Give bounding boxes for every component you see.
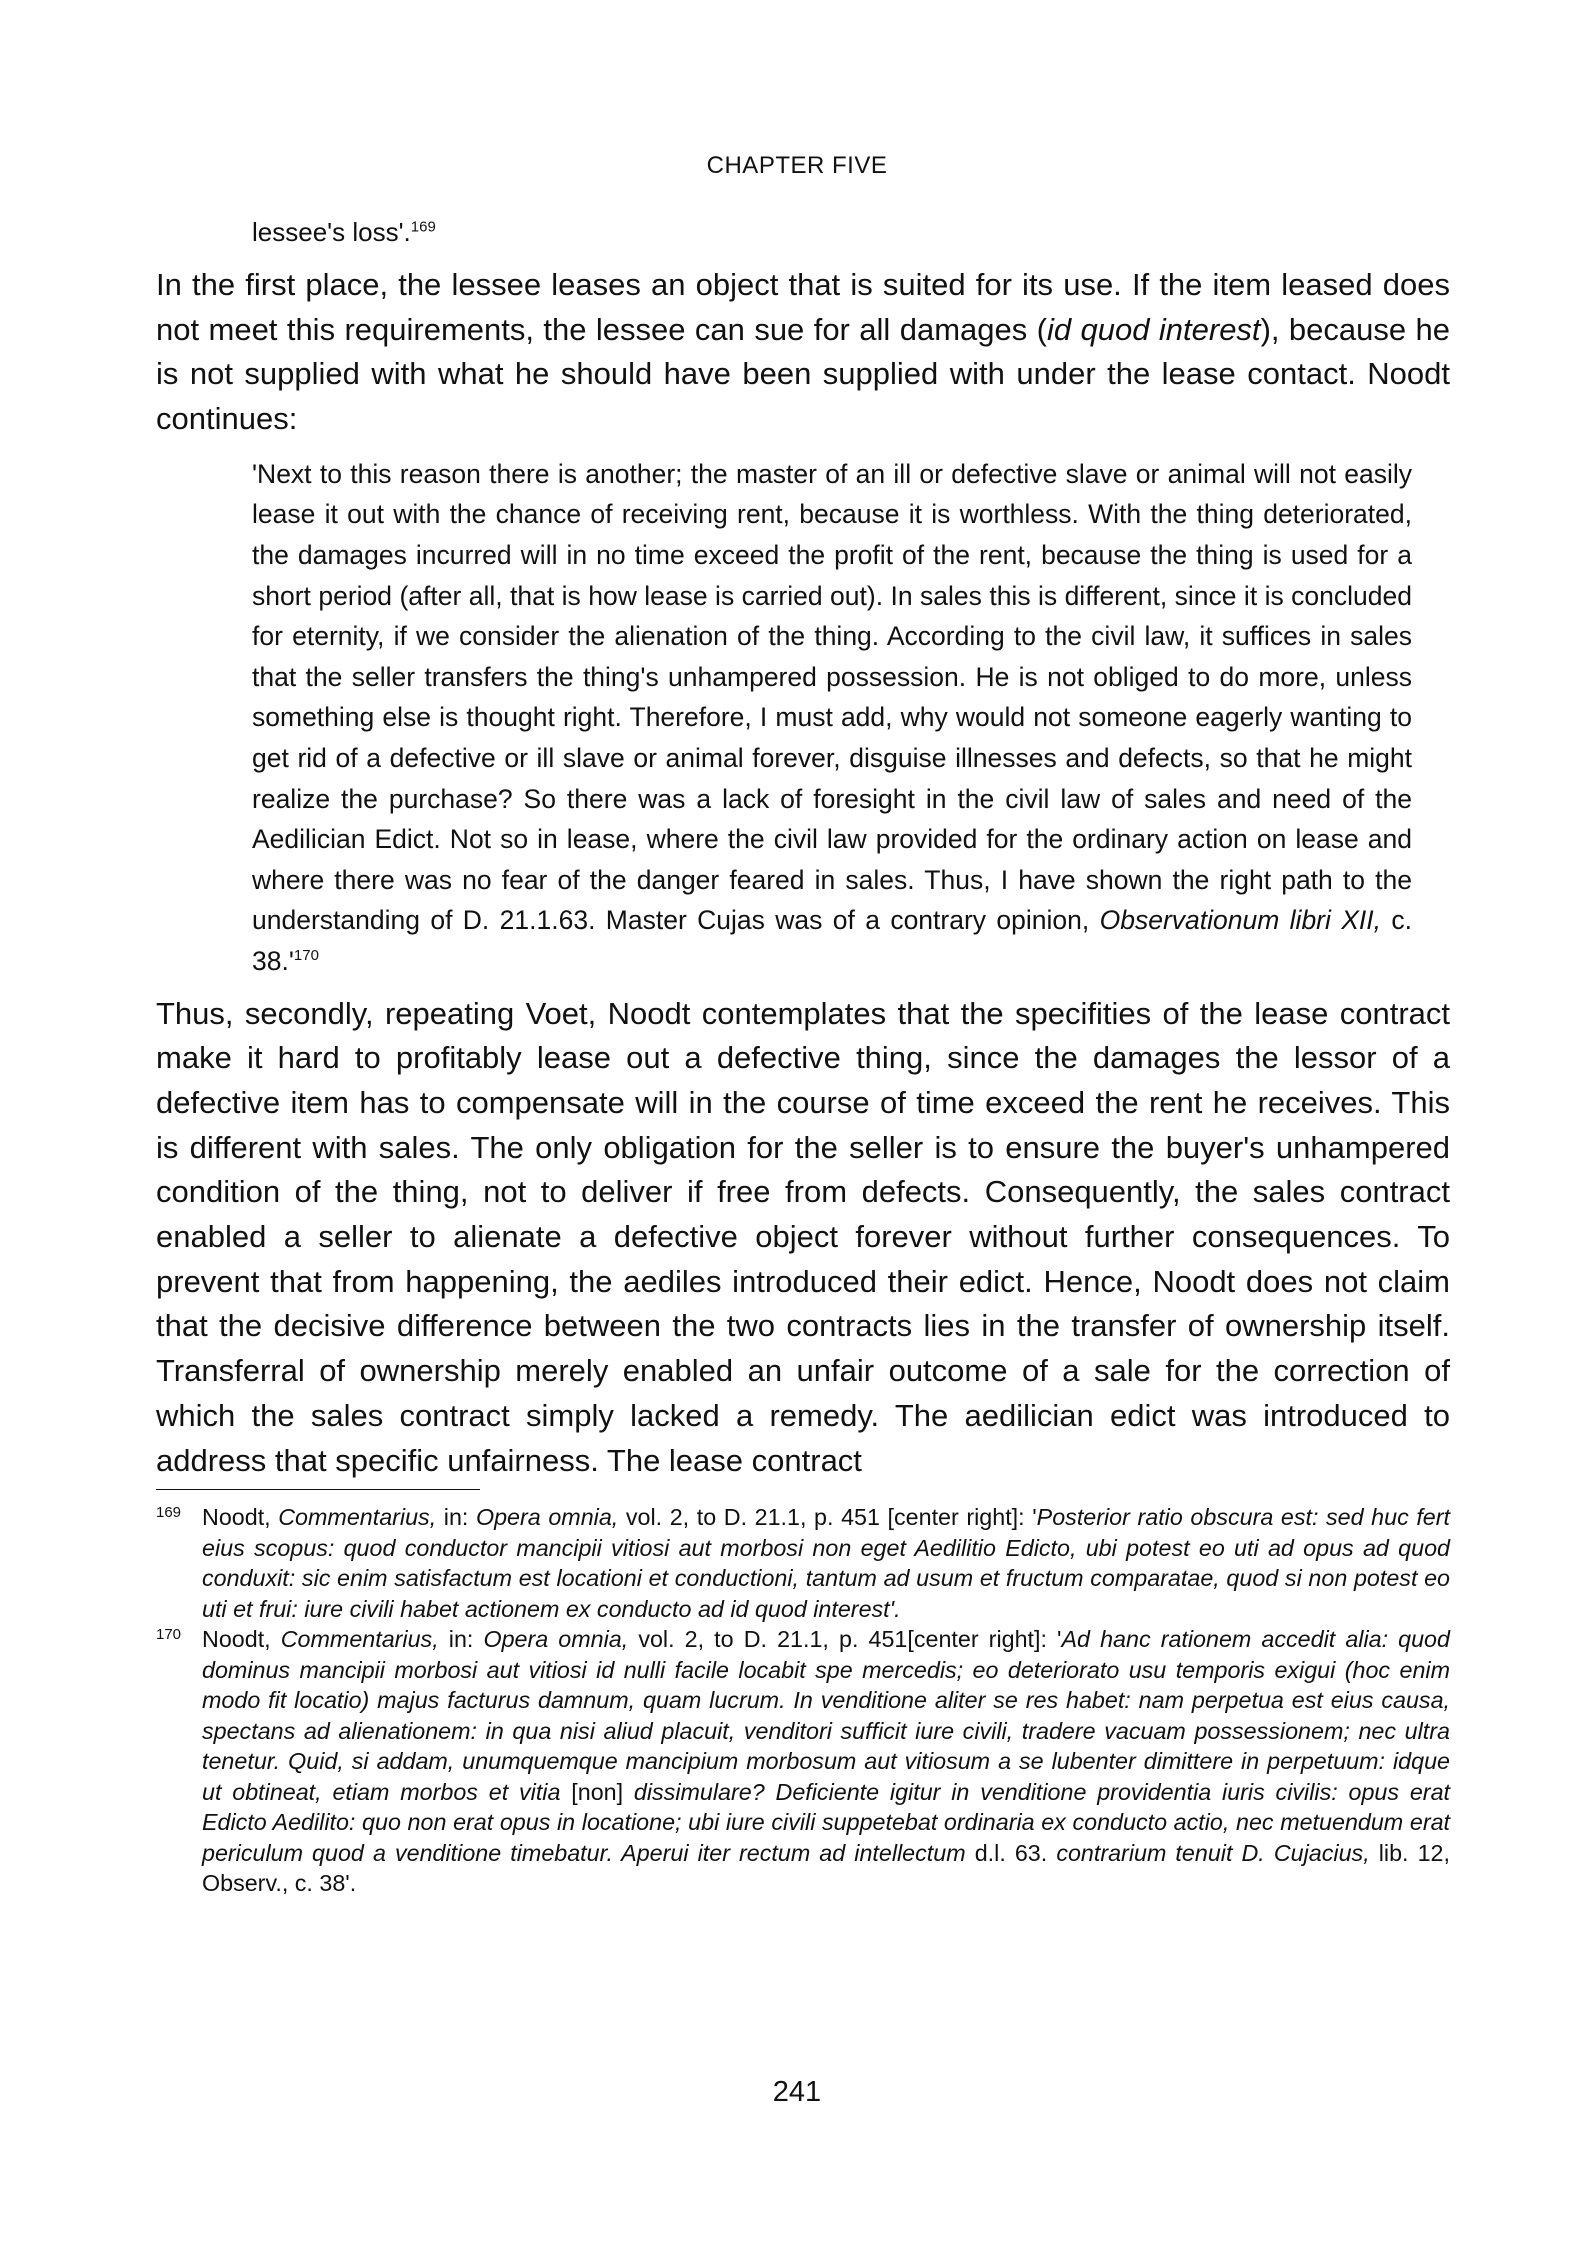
- fn170-a: Noodt,: [202, 1626, 281, 1653]
- para1-text-a: In the first place, the lessee leases an object that is suited for its use. If the item leased does not meet this requirements, the lessee can sue for all damages (: [156, 267, 1450, 347]
- blockquote-italic: Observationum libri XII,: [1099, 905, 1382, 936]
- footnote-rule: [156, 1489, 480, 1490]
- footnote-ref-170: 170: [293, 947, 319, 965]
- fn169-f: Posterior ratio obscura est: sed huc fert eius scopus: quod conductor mancipii vitiosi aut morbosi non eget Aedilitio Edicto, ubi potest eo uti ad opus ad quod conduxit: sic enim satisfactum est locationi et conductioni, tantum ad usum et fructum comparatae, quod si non potest eo uti et frui: iure civili habet actionem ex conducto ad id quod interest'.: [202, 1504, 1450, 1622]
- page-content: [156, 215, 1450, 1899]
- page-number: 241: [772, 2076, 822, 2108]
- para1-text-b: ), because he is not supplied with what he should have been supplied with under the lease contact. Noodt continues:: [156, 311, 1450, 437]
- body-paragraph-2: Thus, secondly, repeating Voet, Noodt contemplates that the specifities of the lease contract make it hard to profitably lease out a defective thing, since the damages the lessor of a defective item has to compensate will in the course of time exceed the rent he receives. This is different with sales. The only obligation for the seller is to ensure the buyer's unhampered condition of the thing, not to deliver if free from defects. Consequently, the sales contract enabled a seller to alienate a defective object forever without further consequences. To prevent that from happening, the aediles introduced their edict. Hence, Noodt does not claim that the decisive difference between the two contracts lies in the transfer of ownership itself. Transferral of ownership merely enabled an unfair outcome of a sale for the correction of which the sales contract simply lacked a remedy. The aedilician edict was introduced to address that specific unfairness. The lease contract: [156, 995, 1450, 1478]
- fn170-f: Ad hanc rationem accedit alia: quod dominus mancipii morbosi aut vitiosi id nulli facile locabit spe mercedis; eo deteriorato usu temporis exigui (hoc enim modo fit locatio) majus facturus damnum, quam lucrum. In venditione aliter se res habet: nam perpetua est eius causa, spectans ad alienationem: in qua nisi aliud placuit, venditori sufficit iure civili, tradere vacuam possessionem; nec ultra tenetur. Quid, si addam, unumquemque mancipium morbosum aut vitiosum a se lubenter dimittere in perpetuum: idque ut obtineat, etiam morbos et vitia: [202, 1626, 1450, 1805]
- fn170-k: lib. 12, Observ., c. 38'.: [202, 1839, 1450, 1897]
- blockquote-text-a: 'Next to this reason there is another; the master of an ill or defective slave or animal will not easily lease it out with the chance of receiving rent, because it is worthless. With the thing deteriorated, the damages incurred will in no time exceed the profit of the rent, because the thing is used for a short period (after all, that is how lease is carried out). In sales this is different, since it is concluded for eternity, if we consider the alienation of the thing. According to the civil law, it suffices in sales that the seller transfers the thing's unhampered possession. He is not obliged to do more, unless something else is thought right. Therefore, I must add, why would not someone eagerly wanting to get rid of a defective or ill slave or animal forever, disguise illnesses and defects, so that he might realize the purchase? So there was a lack of foresight in the civil law of sales and need of the Aedilician Edict. Not so in lease, where the civil law provided for the ordinary action on lease and where there was no fear of the danger feared in sales. Thus, I have shown the right path to the understanding of D. 21.1.63. Master Cujas was of a contrary opinion,: [252, 458, 1412, 936]
- quote-continuation-text: lessee's loss'.: [252, 217, 411, 247]
- fn169-e: vol. 2, to D. 21.1, p. 451 [center right]: ': [618, 1504, 1037, 1531]
- quote-continuation: [252, 215, 1450, 249]
- para1-italic: id quod interest: [1046, 311, 1261, 347]
- footnote-170: [156, 1624, 1450, 1899]
- fn169-a: Noodt,: [202, 1504, 279, 1531]
- fn169-c: in:: [436, 1504, 476, 1531]
- fn170-d: Opera omnia,: [483, 1626, 629, 1653]
- fn170-h: dissimulare? Deficiente igitur in venditione providentia iuris civilis: opus erat Edicto Aedilito: quo non erat opus in locatione; ubi iure civili suppetebat ordinaria ex conducto actio, nec metuendum erat periculum quod a venditione timebatur. Aperui iter rectum ad intellectum: [202, 1778, 1450, 1866]
- fn169-b: Commentarius,: [278, 1504, 437, 1531]
- blockquote-text-b: c. 38.': [252, 905, 1412, 976]
- block-quote: [252, 454, 1412, 982]
- fn170-e: vol. 2, to D. 21.1, p. 451[center right]: ': [628, 1626, 1062, 1653]
- fn169-d: Opera omnia,: [475, 1504, 619, 1531]
- fn170-i: d.l. 63.: [965, 1839, 1057, 1866]
- body-paragraph-1: [156, 263, 1450, 442]
- fn170-b: Commentarius,: [280, 1626, 439, 1653]
- fn170-g: [non]: [560, 1778, 634, 1805]
- footnote-number: 169: [156, 1504, 182, 1522]
- footnote-number: 170: [156, 1626, 182, 1644]
- footnote-169: [156, 1502, 1450, 1624]
- fn170-c: in:: [438, 1626, 484, 1653]
- footnote-ref-169: 169: [410, 218, 436, 236]
- fn170-j: contrarium tenuit D. Cujacius,: [1056, 1839, 1370, 1866]
- running-head: CHAPTER FIVE: [706, 152, 888, 179]
